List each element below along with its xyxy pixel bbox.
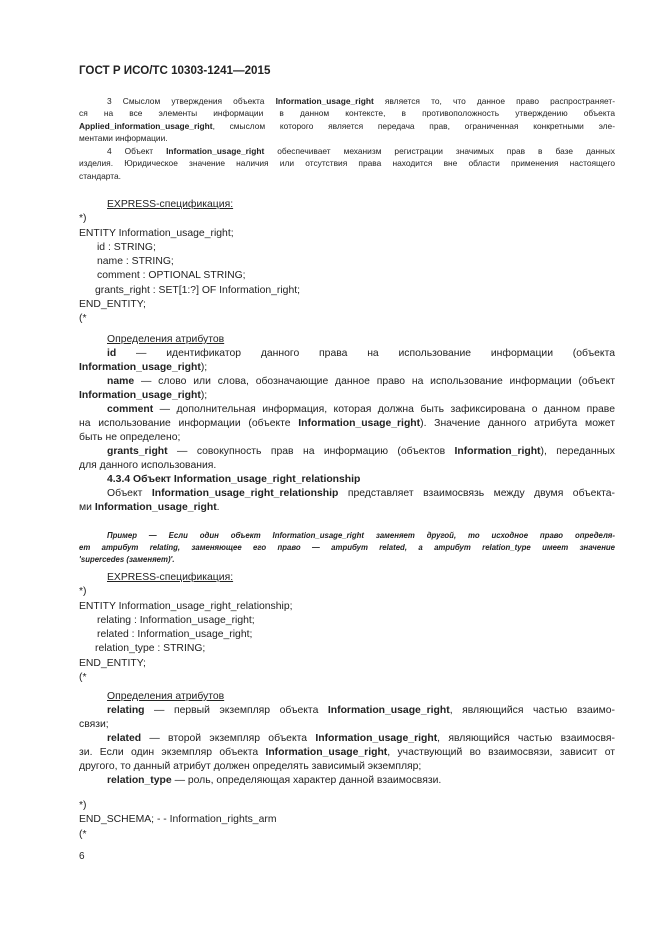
page-header: ГОСТ Р ИСО/ТС 10303-1241—2015: [79, 64, 271, 77]
page-number: 6: [79, 851, 85, 862]
attribute-definitions-1: Определения атрибутов id — идентификатор данного права на использование информации (объекта Information_usage_right); name — слово или слова, обозначающие данное право на использование информации (объект Information_usage_right); comment — дополнительная информация, которая должна быть зафиксирована о данном праве на использование информации (объекте Information_usage_right). Значение данного атрибута может быть не определено; grants_right — совокупность прав на информацию (объектов Information_right), переданных для данного использования. 4.3.4 Объект Information_usage_right_relationship Объект Information_usage_right_relationship представляет взаимосвязь между двумя объекта- ми Information_usage_right.: [79, 334, 615, 513]
note-4: 4 Объект Information_usage_right обеспечивает механизм регистрации значимых прав в базе данных изделия. Юридическое значение наличия или отсутствия права находится вне области применения настоящего стандарта.: [79, 146, 615, 181]
express-title: EXPRESS-спецификация:: [107, 572, 234, 583]
attributes-title: Определения атрибутов: [107, 334, 225, 345]
express-spec-2: EXPRESS-спецификация: *) ENTITY Information_usage_right_relationship; relating : Information_usage_right; related : Information_usage_right; relation_type : STRING; END_ENTITY; (*: [79, 571, 615, 685]
section-heading: 4.3.4 Объект Information_usage_right_relationship: [107, 474, 361, 485]
attribute-definitions-2: Определения атрибутов relating — первый экземпляр объекта Information_usage_right, являющийся частью взаимо- связи; related — второй экземпляр объекта Information_usage_right, являющийся частью взаимосвя- зи. Если один экземпляр объекта Information_usage_right, участвующий во взаимосвязи, зависит от другого, то данный атрибут должен определять зависимый экземпляр; relation_type — роль, определяющая характер данной взаимосвязи.: [79, 691, 616, 786]
attributes-title: Определения атрибутов: [107, 691, 225, 702]
schema-end: *) END_SCHEMA; - - Information_rights_arm (*: [79, 800, 277, 840]
example-block: Пример — Если один объект Information_usage_right заменяет другой, то исходное право определя- ет атрибут relating, заменяющее его право — атрибут related, а атрибут relation_type имеет значение 'supercedes (заменяет)'.: [79, 531, 615, 564]
express-title: EXPRESS-спецификация:: [107, 199, 234, 210]
note-3: 3 Смыслом утверждения объекта Information_usage_right является то, что данное право распространяет- ся на все элементы информации в данном контексте, в противоположность утверждению объекта Applied_information_usage_right, смыслом которого является передача прав, ограниченная конкретными эле- ментами информации.: [79, 96, 615, 144]
express-spec-1: EXPRESS-спецификация: *) ENTITY Information_usage_right; id : STRING; name : STRING; comment : OPTIONAL STRING; grants_right : SET[1:?] OF Information_right; END_ENTITY; (*: [79, 198, 615, 327]
